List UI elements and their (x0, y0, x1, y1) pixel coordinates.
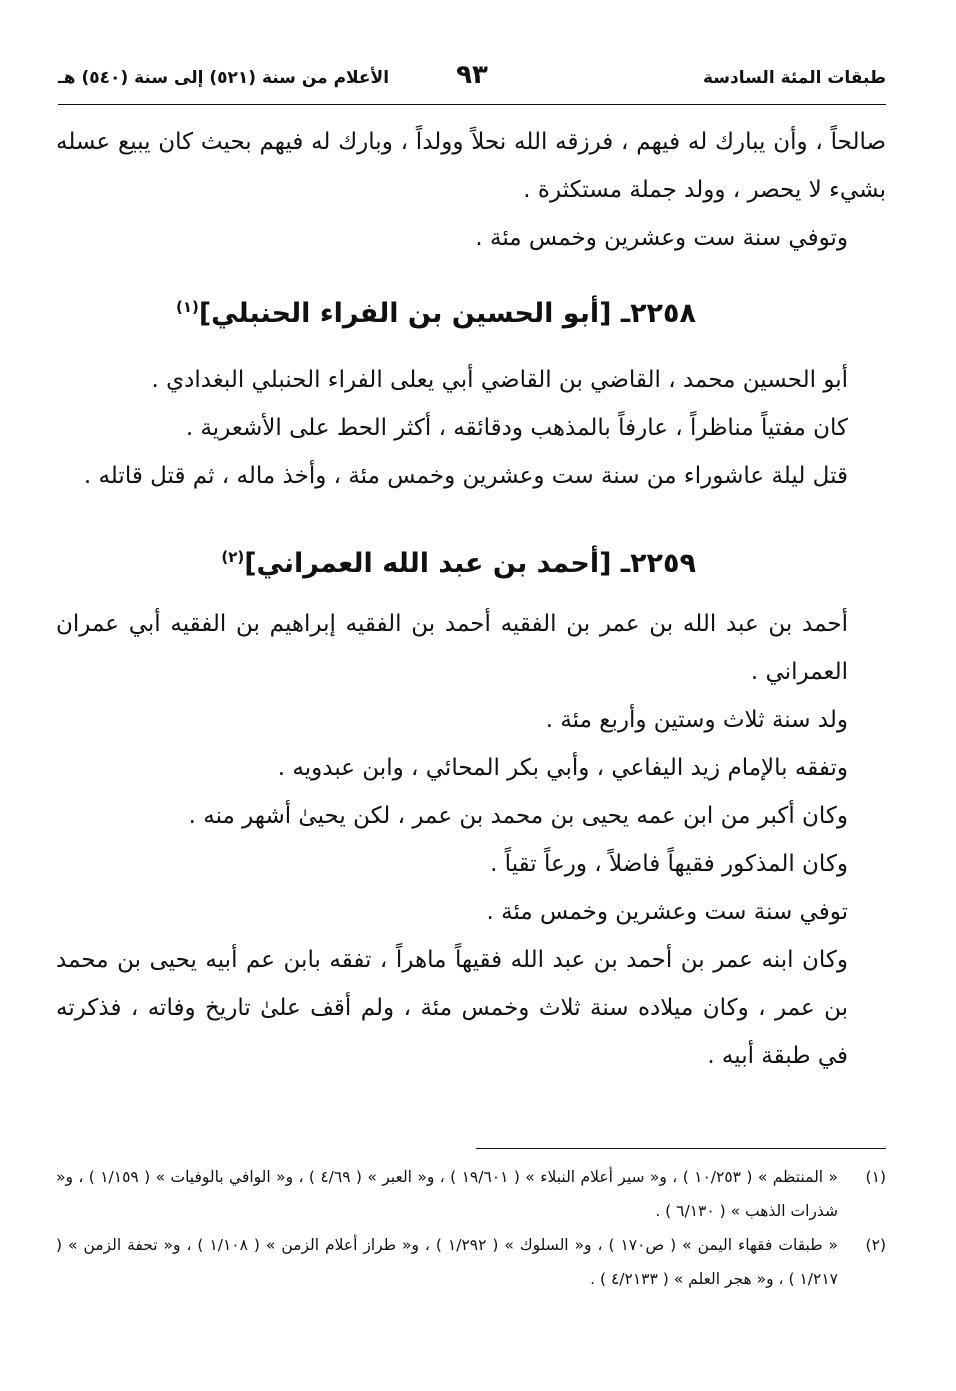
entry-paragraph: أحمد بن عبد الله بن عمر بن الفقيه أحمد بن الفقيه إبراهيم بن الفقيه أبي عمران العمراني . (56, 611, 848, 685)
footnote-number: (٢) (865, 1236, 886, 1254)
entry-paragraph: أبو الحسين محمد ، القاضي بن القاضي أبي يعلى الفراء الحنبلي البغدادي . (151, 367, 848, 393)
page-number: ٩٣ (456, 60, 488, 90)
footnote-ref: (٢) (221, 548, 245, 566)
footnote-2 (56, 1228, 886, 1296)
entry-heading-2258 (56, 298, 886, 329)
footnote-text: « المنتظم » ( ١٠/٢٥٣ ) ، و« سير أعلام النبلاء » ( ١٩/٦٠١ ) ، و« العبر » ( ٤/٦٩ ) ، و« الوافي بالوفيات » ( ١/١٥٩ ) ، و« شذرات الذهب » ( ٦/١٣٠ ) . (56, 1168, 838, 1220)
intro-text (56, 118, 886, 262)
entry-title: ٢٢٥٩ـ [أحمد بن عبد الله العمراني] (244, 548, 696, 579)
footnote-text: « طبقات فقهاء اليمن » ( ص١٧٠ ) ، و« السلوك » ( ١/٢٩٢ ) ، و« طراز أعلام الزمن » ( ١/١٠٨ ) ، و« تحفة الزمن » ( ١/٢١٧ ) ، و« هجر العلم » ( ٤/٢١٣٣ ) . (56, 1236, 838, 1288)
footnote-number: (١) (865, 1168, 886, 1186)
footnote-1 (56, 1160, 886, 1228)
entry-title: ٢٢٥٨ـ [أبو الحسين بن الفراء الحنبلي] (198, 298, 696, 329)
entry-paragraph: وكان أكبر من ابن عمه يحيى بن محمد بن عمر ، لكن يحيىٰ أشهر منه . (188, 803, 848, 829)
header-range: الأعلام من سنة (٥٢١) إلى سنة (٥٤٠) هـ (58, 68, 390, 88)
entry-2259-text (56, 600, 886, 1080)
entry-paragraph: ولد سنة ثلاث وستين وأربع مئة . (545, 707, 848, 733)
entry-paragraph: توفي سنة ست وعشرين وخمس مئة . (486, 899, 848, 925)
footnote-ref: (١) (175, 298, 199, 316)
entry-paragraph: وتفقه بالإمام زيد اليفاعي ، وأبي بكر المحائي ، وابن عبدويه . (277, 755, 848, 781)
entry-paragraph: قتل ليلة عاشوراء من سنة ست وعشرين وخمس مئة ، وأخذ ماله ، ثم قتل قاتله . (83, 463, 848, 489)
header-section-title: طبقات المئة السادسة (703, 68, 886, 88)
running-header (58, 58, 886, 98)
entry-paragraph: كان مفتياً مناظراً ، عارفاً بالمذهب ودقائقه ، أكثر الحط على الأشعرية . (185, 415, 848, 441)
footnote-rule (476, 1148, 886, 1149)
footnotes (56, 1160, 886, 1296)
entry-paragraph: وكان ابنه عمر بن أحمد بن عبد الله فقيهاً ماهراً ، تفقه بابن عم أبيه يحيى بن محمد بن عمر ، وكان ميلاده سنة ثلاث وخمس مئة ، ولم أقف علىٰ تاريخ وفاته ، فذكرته في طبقة أبيه . (56, 947, 848, 1069)
intro-paragraph-2: وتوفي سنة ست وعشرين وخمس مئة . (475, 225, 848, 251)
entry-paragraph: وكان المذكور فقيهاً فاضلاً ، ورعاً تقياً . (490, 851, 848, 877)
entry-heading-2259 (56, 548, 886, 579)
entry-2258-text (56, 356, 886, 500)
header-rule (58, 104, 886, 105)
intro-paragraph-1: صالحاً ، وأن يبارك له فيهم ، فرزقه الله نحلاً وولداً ، وبارك له فيهم بحيث كان يبيع عسله بشيء لا يحصر ، وولد جملة مستكثرة . (56, 129, 886, 203)
